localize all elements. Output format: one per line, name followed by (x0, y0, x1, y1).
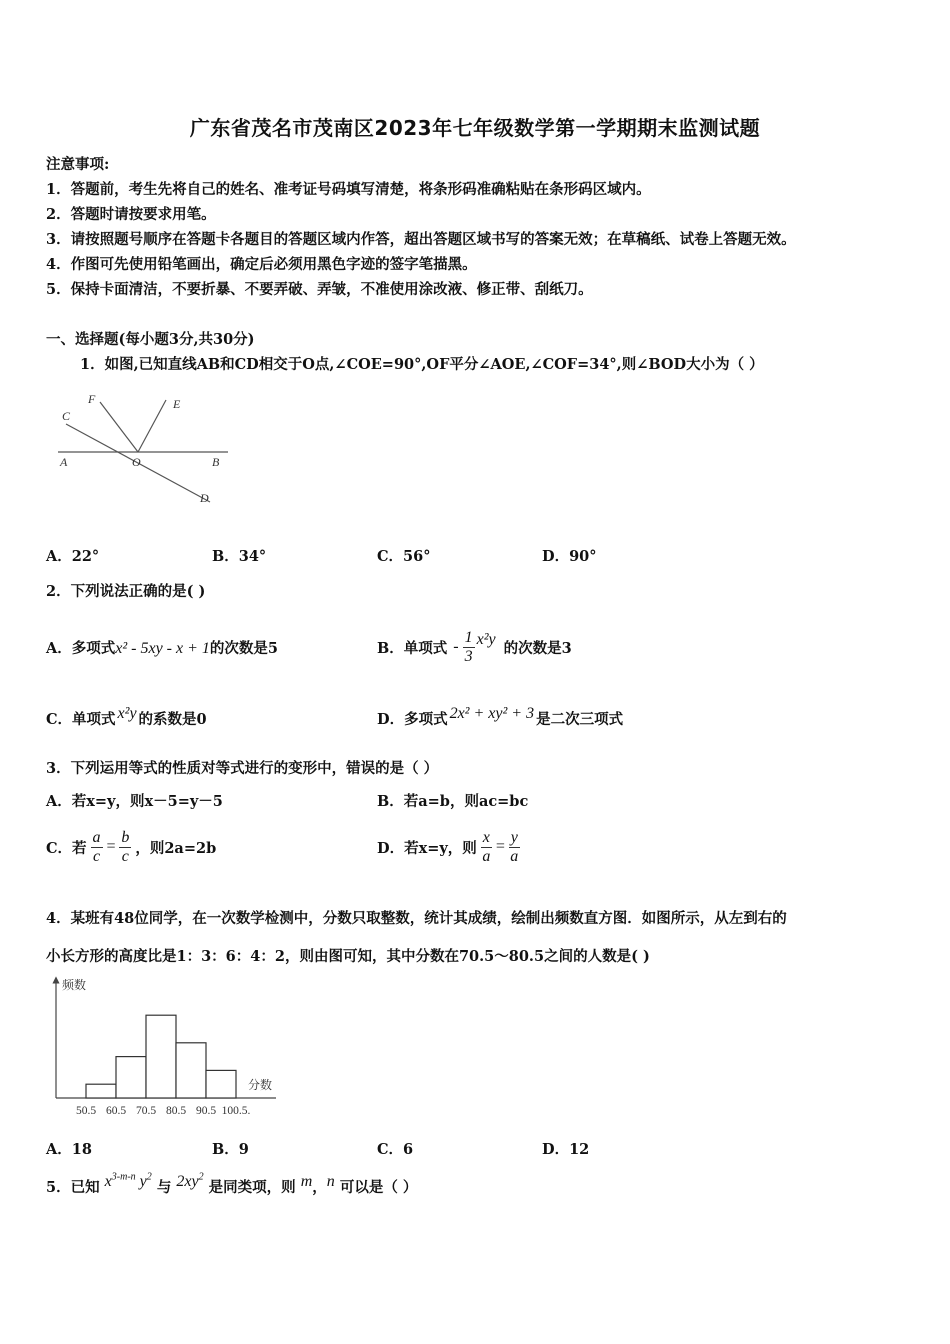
histogram-bar-90.5-100.5 (206, 1070, 236, 1098)
q3-d-pre: D．若x=y，则 (377, 839, 477, 857)
q4-option-d: D．12 (542, 1141, 590, 1158)
q2-option-c (46, 705, 207, 729)
label-d: D (200, 491, 209, 505)
label-o: O (132, 455, 141, 469)
q5-expr1: $x^{3-m-n}$ $y^2$ (104, 1171, 152, 1190)
q5-expr2: $2xy^2$ (176, 1171, 204, 1190)
page-title: 广东省茂名市茂南区2023年七年级数学第一学期期末监测试题 (189, 116, 761, 140)
x-tick-label: 50.5 (75, 1105, 97, 1117)
q3-c-frac1 (91, 829, 103, 866)
notice-item: 1．答题前，考生先将自己的姓名、准考证号码填写清楚，将条形码准确粘贴在条形码区域内。 (46, 181, 651, 198)
q3-d-eq: = (494, 838, 506, 855)
label-c: C (62, 409, 71, 423)
q3-c-frac2 (119, 829, 131, 866)
notice-heading: 注意事项: (46, 156, 110, 173)
q5-expr1-base: x (104, 1173, 112, 1190)
label-b: B (212, 455, 220, 469)
q1-option-c: C．56° (377, 548, 431, 565)
q4-option-b: B．9 (212, 1141, 249, 1158)
q2-b-var: x²y (476, 631, 496, 648)
x-axis-label: 分数 (248, 1078, 273, 1092)
y-axis-label: 频数 (62, 978, 87, 992)
q2-d-expr: 2x² + xy² + 3 (449, 705, 535, 722)
x-tick-label: 60.5 (105, 1105, 127, 1117)
q1-angle-figure (48, 388, 238, 508)
notice-item: 5．保持卡面清洁，不要折暴、不要弄破、弄皱，不准使用涂改液、修正带、刮纸刀。 (46, 281, 593, 298)
q3-option-d (377, 822, 520, 872)
section-heading: 一、选择题(每小题3分,共30分) (46, 331, 255, 348)
q2-option-b (377, 612, 572, 682)
q3-option-c (46, 822, 216, 872)
q3-c-post: ，则2a=2b (135, 839, 217, 857)
q4-option-a: A．18 (46, 1141, 92, 1158)
q4-histogram (40, 972, 290, 1122)
q5-comma: ， (312, 1179, 327, 1196)
notice-item: 2．答题时请按要求用笔。 (46, 206, 216, 223)
q2-c-expr: x²y (117, 705, 137, 722)
q2-option-d (377, 705, 624, 729)
q3-d-den1: a (482, 847, 491, 865)
q5-pre: 5．已知 (46, 1179, 100, 1196)
q3-stem: 3．下列运用等式的性质对等式进行的变形中，错误的是（ ） (46, 760, 439, 777)
q3-c-den2: c (121, 847, 129, 865)
notice-item: 3．请按照题号顺序在答题卡各题目的答题区域内作答，超出答题区域书写的答案无效；在草稿纸、试卷上答题无效。 (46, 231, 796, 248)
q2-a-post: 的次数是5 (209, 640, 278, 657)
q5-expr1-tail: y (139, 1173, 147, 1190)
q2-d-post: 是二次三项式 (536, 711, 624, 728)
x-tick-label: 70.5 (135, 1105, 157, 1117)
q5-expr2-base: 2xy (176, 1173, 199, 1190)
q5-m: m (300, 1173, 313, 1190)
q5-post1: 是同类项，则 (208, 1179, 296, 1196)
q2-b-sign: - (453, 638, 459, 655)
q2-a-pre: A．多项式 (46, 640, 116, 657)
q2-b-den: 3 (464, 647, 473, 665)
notice-item: 4．作图可先使用铅笔画出，确定后必须用黑色字迹的签字笔描黑。 (46, 256, 477, 273)
q4-stem-line1: 4．某班有48位同学，在一次数学检测中，分数只取整数，统计其成绩，绘制出频数直方图．如图所示，从左到右的 (46, 910, 787, 927)
q1-option-b: B．34° (212, 548, 267, 565)
q2-d-pre: D．多项式 (377, 711, 448, 728)
q3-d-num1: x (482, 828, 490, 846)
q5-expr1-exp: 3-m-n (111, 1171, 136, 1183)
q4-stem-line2: 小长方形的高度比是1：3：6：4：2，则由图可知，其中分数在70.5～80.5之间的人数是( ) (46, 948, 650, 965)
histogram-bar-60.5-70.5 (116, 1057, 146, 1098)
x-tick-label: 80.5 (165, 1105, 187, 1117)
q3-option-b: B．若a=b，则ac=bc (377, 793, 529, 810)
q2-b-num: 1 (464, 628, 473, 646)
q3-c-num2: b (121, 828, 130, 846)
q2-option-a (46, 637, 278, 658)
x-tick-label: 90.5 (195, 1105, 217, 1117)
q3-c-eq: = (105, 838, 117, 855)
q2-a-expr: x² - 5xy - x + 1 (115, 640, 210, 657)
q3-d-num2: y (510, 828, 518, 846)
q3-d-frac1 (481, 829, 492, 866)
q5-post2: 可以是（ ） (339, 1179, 418, 1196)
x-tick-label: 100.5. (221, 1105, 251, 1117)
q3-option-a: A．若x=y，则x－5=y－5 (46, 793, 223, 810)
q3-c-num1: a (92, 828, 101, 846)
histogram-bar-50.5-60.5 (86, 1084, 116, 1098)
q3-c-pre: C．若 (46, 839, 87, 857)
q2-b-post: 的次数是3 (503, 639, 572, 657)
q5-stem (46, 1171, 418, 1197)
q1-option-a: A．22° (46, 548, 100, 565)
q2-b-pre: B．单项式 (377, 639, 448, 657)
q2-stem: 2．下列说法正确的是( ) (46, 583, 206, 600)
q2-b-fraction (463, 629, 475, 666)
q2-c-pre: C．单项式 (46, 711, 116, 728)
q5-mid: 与 (156, 1179, 172, 1196)
q3-c-den1: c (92, 847, 101, 865)
q2-c-post: 的系数是0 (138, 711, 207, 728)
q4-option-c: C．6 (377, 1141, 414, 1158)
q5-n: n (326, 1173, 335, 1190)
label-f: F (88, 392, 96, 406)
q3-d-den2: a (510, 847, 519, 865)
histogram-bar-70.5-80.5 (146, 1015, 176, 1098)
label-a: A (60, 455, 68, 469)
q1-stem: 1．如图,已知直线AB和CD相交于O点,∠COE=90°,OF平分∠AOE,∠COF=34°,则∠BOD大小为（ ） (80, 356, 764, 373)
label-e: E (173, 397, 181, 411)
histogram-bar-80.5-90.5 (176, 1043, 206, 1098)
q1-option-d: D．90° (542, 548, 597, 565)
q3-d-frac2 (509, 829, 520, 866)
